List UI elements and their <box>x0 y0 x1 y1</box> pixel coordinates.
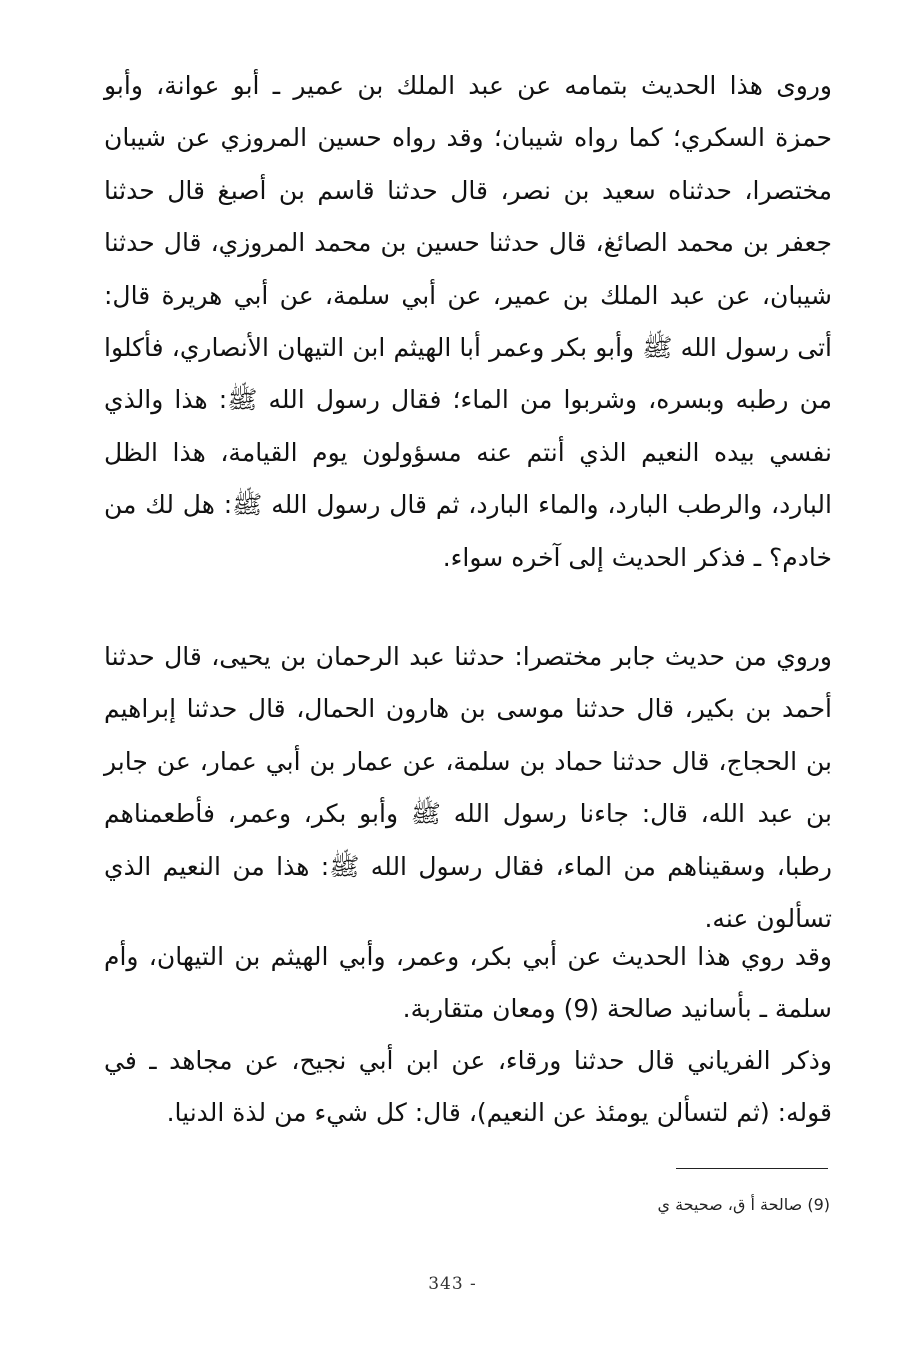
paragraph-3: وقد روي هذا الحديث عن أبي بكر، وعمر، وأبي الهيثم بن التيهان، وأم سلمة ـ بأسانيد صالحة (9) ومعان متقاربة. <box>104 942 832 1024</box>
page-number: 343 - <box>428 1274 477 1294</box>
paragraph-1: وروى هذا الحديث بتمامه عن عبد الملك بن عمير ـ أبو عوانة، وأبو حمزة السكري؛ كما رواه شيبان؛ وقد رواه حسين المروزي عن شيبان مختصرا، حدثناه سعيد بن نصر، قال حدثنا قاسم بن أصبغ قال حدثنا جعفر بن محمد الصائغ، قال حدثنا حسين بن محمد المروزي، قال حدثنا شيبان، عن عبد الملك بن عمير، عن أبي سلمة، عن أبي هريرة قال: أتى رسول الله ﷺ وأبو بكر وعمر أبا الهيثم ابن التيهان الأنصاري، فأكلوا من رطبه وبسره، وشربوا من الماء؛ فقال رسول الله ﷺ: هذا والذي نفسي بيده النعيم الذي أنتم عنه مسؤولون يوم القيامة، هذا الظل البارد، والرطب البارد، والماء البارد، ثم قال رسول الله ﷺ: هل لك من خادم؟ ـ فذكر الحديث إلى آخره سواء. <box>104 71 832 572</box>
paragraph-2: وروي من حديث جابر مختصرا: حدثنا عبد الرحمان بن يحيى، قال حدثنا أحمد بن بكير، قال حدثنا موسى بن هارون الحمال، قال حدثنا إبراهيم بن الحجاج، قال حدثنا حماد بن سلمة، عن عمار بن أبي عمار، عن جابر بن عبد الله، قال: جاءنا رسول الله ﷺ وأبو بكر، وعمر، فأطعمناهم رطبا، وسقيناهم من الماء، فقال رسول الله ﷺ: هذا من النعيم الذي تسألون عنه. <box>104 642 832 934</box>
paragraph-4: وذكر الفرياني قال حدثنا ورقاء، عن ابن أبي نجيح، عن مجاهد ـ في قوله: (ثم لتسألن يومئذ عن النعيم)، قال: كل شيء من لذة الدنيا. <box>104 1046 832 1128</box>
footnote-divider <box>676 1168 828 1169</box>
footnote: (9) صالحة أ ق، صحيحة ي <box>657 1195 830 1214</box>
